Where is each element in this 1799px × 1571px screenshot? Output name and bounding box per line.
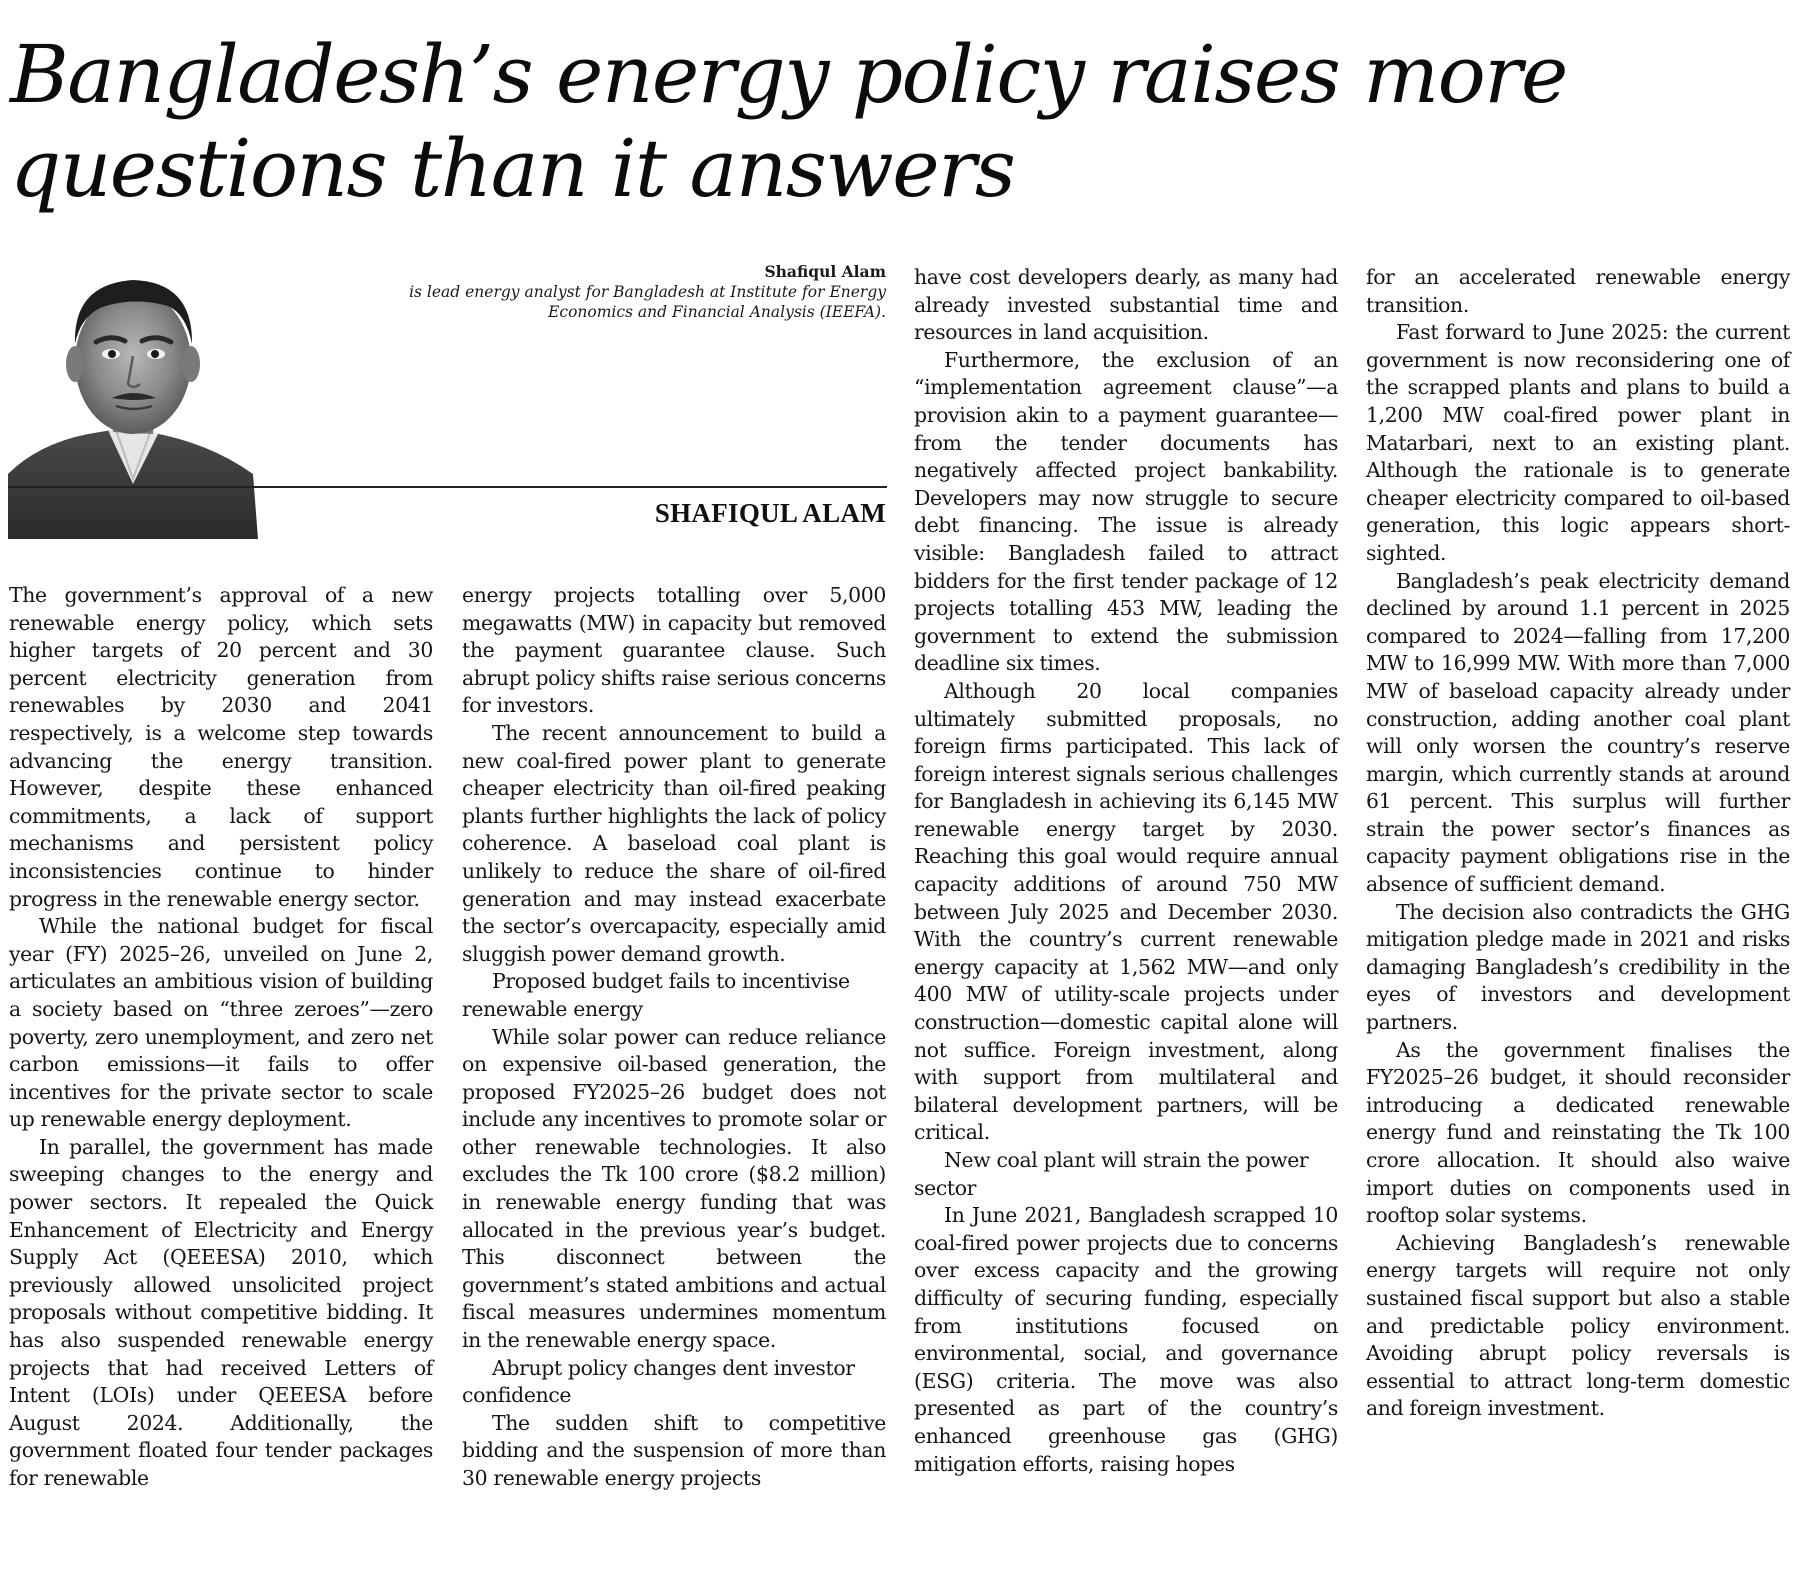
paragraph: The government’s approval of a new renewable energy policy, which sets higher targets of 20 percent and 30 percent electricity generation from renewables by 2030 and 2041 respectively, is a welcome step towards advancing the energy transition. However, despite these enhanced commitments, a lack of support mechanisms and persistent policy inconsistencies continue to hinder progress in the renewable energy sector. bbox=[9, 583, 433, 911]
paragraph: energy projects totalling over 5,000 megawatts (MW) in capacity but removed the payment guarantee clause. Such abrupt policy shifts raise serious concerns for investors. bbox=[462, 583, 886, 718]
article-column-3 bbox=[914, 264, 1338, 1478]
paragraph: In June 2021, Bangladesh scrapped 10 coal-fired power projects due to concerns over excess capacity and the growing difficulty of securing funding, especially from institutions focused on environmental, social, and governance (ESG) criteria. The move was also presented as part of the country’s enhanced greenhouse gas (GHG) mitigation efforts, raising hopes bbox=[914, 1203, 1338, 1476]
paragraph: The decision also contradicts the GHG mitigation pledge made in 2021 and risks damaging Bangladesh’s credibility in the eyes of investors and development partners. bbox=[1366, 899, 1790, 1035]
paragraph: Achieving Bangladesh’s renewable energy targets will require not only sustained fiscal support but also a stable and predictable policy environment. Avoiding abrupt policy reversals is essential to attract long-term domestic and foreign investment. bbox=[1366, 1230, 1790, 1421]
subheading: New coal plant will strain the power sector bbox=[914, 1148, 1309, 1200]
headline: Bangladesh’s energy policy raises more questions than it answers bbox=[10, 28, 1567, 215]
paragraph: Furthermore, the exclusion of an “implementation agreement clause”—a provision akin to a payment guarantee—from the tender documents has negatively affected project bankability. Developers may now struggle to secure debt financing. The issue is already visible: Bangladesh failed to attract bidders for the first tender package of 12 projects totalling 453 MW, leading the government to extend the submission deadline six times. bbox=[914, 347, 1338, 676]
paragraph: The sudden shift to competitive bidding and the suspension of more than 30 renewable energy projects bbox=[462, 1410, 886, 1490]
paragraph: have cost developers dearly, as many had already invested substantial time and resources in land acquisition. bbox=[914, 265, 1338, 345]
subheading: Proposed budget fails to incentivise renewable energy bbox=[462, 969, 850, 1021]
byline: SHAFIQUL ALAM bbox=[654, 498, 886, 528]
article-column-2 bbox=[462, 582, 886, 1493]
paragraph: As the government finalises the FY2025–26 budget, it should reconsider introducing a dedicated renewable energy fund and reinstating the Tk 100 crore allocation. It should also waive import duties on components used in rooftop solar systems. bbox=[1366, 1037, 1790, 1228]
paragraph: Although 20 local companies ultimately submitted proposals, no foreign firms participated. This lack of foreign interest signals serious challenges for Bangladesh in achieving its 6,145 MW renewable energy target by 2030. Reaching this goal would require annual capacity additions of around 750 MW between July 2025 and December 2030. With the country’s current renewable energy capacity at 1,562 MW—and only 400 MW of utility-scale projects under construction—domestic capital alone will not suffice. Foreign investment, along with support from multilateral and bilateral development partners, will be critical. bbox=[914, 678, 1338, 1145]
paragraph: In parallel, the government has made sweeping changes to the energy and power sectors. It repealed the Quick Enhancement of Electricity and Energy Supply Act (QEEESA) 2010, which previously allowed unsolicited project proposals without competitive bidding. It has also suspended renewable energy projects that had received Letters of Intent (LOIs) under QEEESA before August 2024. Additionally, the government floated four tender packages for renewable bbox=[9, 1134, 433, 1490]
author-photo bbox=[8, 244, 258, 539]
author-name: Shafiqul Alam bbox=[764, 262, 886, 281]
paragraph: While the national budget for fiscal year (FY) 2025–26, unveiled on June 2, articulates an ambitious vision of building a society based on “three zeroes”—zero poverty, zero unemployment, and zero net carbon emissions—it fails to offer incentives for the private sector to scale up renewable energy deployment. bbox=[9, 914, 433, 1132]
author-description: is lead energy analyst for Bangladesh at Institute for Energy Economics and Financial Analysis (IEEFA). bbox=[409, 283, 886, 321]
subheading: Abrupt policy changes dent investor confidence bbox=[462, 1355, 855, 1408]
article-column-4 bbox=[1366, 264, 1790, 1423]
paragraph: While solar power can reduce reliance on expensive oil-based generation, the proposed FY2025–26 budget does not include any incentives to promote solar or other renewable technologies. It also excludes the Tk 100 crore ($8.2 million) in renewable energy funding that was allocated in the previous year’s budget. This disconnect between the government’s stated ambitions and actual fiscal measures undermines momentum in the renewable energy space. bbox=[462, 1024, 886, 1353]
paragraph: The recent announcement to build a new coal-fired power plant to generate cheaper electricity than oil-fired peaking plants further highlights the lack of policy coherence. A baseload coal plant is unlikely to reduce the share of oil-fired generation and may instead exacerbate the sector’s overcapacity, especially amid sluggish power demand growth. bbox=[462, 720, 886, 966]
article-column-1 bbox=[9, 582, 433, 1493]
author-info bbox=[406, 262, 886, 322]
paragraph: for an accelerated renewable energy transition. bbox=[1366, 265, 1790, 317]
paragraph: Fast forward to June 2025: the current government is now reconsidering one of the scrapped plants and plans to build a 1,200 MW coal-fired power plant in Matarbari, next to an existing plant. Although the rationale is to generate cheaper electricity compared to oil-based generation, this logic appears short-sighted. bbox=[1366, 320, 1790, 565]
byline-rule bbox=[8, 486, 887, 488]
paragraph: Bangladesh’s peak electricity demand declined by around 1.1 percent in 2025 compared to 2024—falling from 17,200 MW to 16,999 MW. With more than 7,000 MW of baseload capacity already under construction, adding another coal plant will only worsen the country’s reserve margin, which currently stands at around 61 percent. This surplus will further strain the power sector’s finances as capacity payment obligations rise in the absence of sufficient demand. bbox=[1366, 568, 1790, 897]
